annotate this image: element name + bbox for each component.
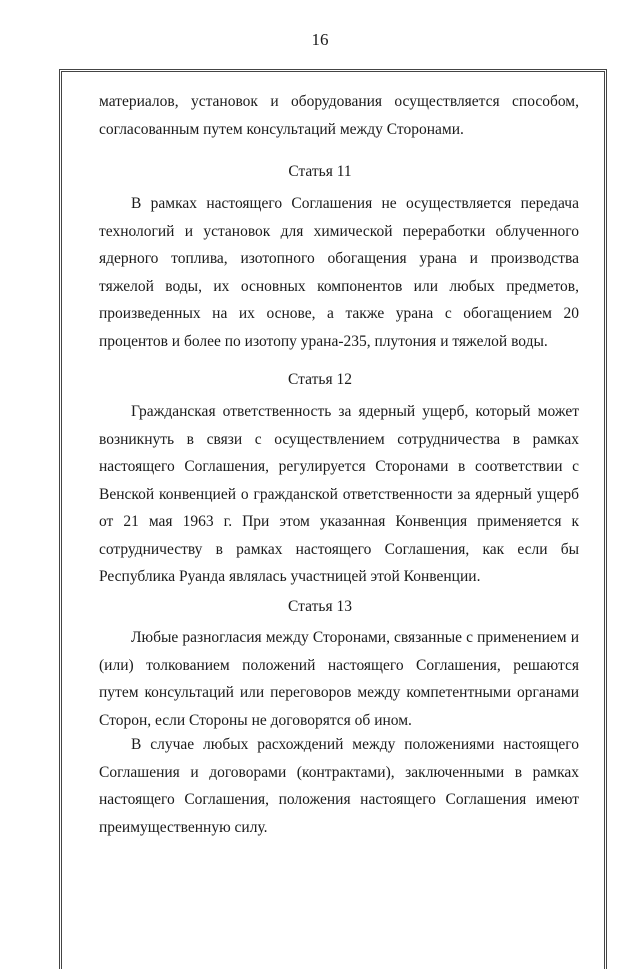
intro-paragraph: материалов, установок и оборудования осуществляется способом, согласованным путем консультаций между Сторонами.	[99, 93, 579, 138]
page-number: 16	[311, 30, 329, 49]
article-13-paragraph-1: Любые разногласия между Сторонами, связанные с применением и (или) толкованием положений настоящего Соглашения, решаются путем консультаций или переговоров между компетентными органами Сторон, если Стороны не договорятся об ином.	[99, 629, 579, 729]
article-11-heading: Статья 11	[288, 163, 352, 180]
article-13-paragraph-2: В случае любых расхождений между положениями настоящего Соглашения и договорами (контрактами), заключенными в рамках настоящего Соглашения, положения настоящего Соглашения имеют преимущественную силу.	[99, 736, 579, 836]
article-11-paragraph: В рамках настоящего Соглашения не осуществляется передача технологий и установок для химической переработки облученного ядерного топлива, изотопного обогащения урана и производства тяжелой воды, их основных компонентов или любых предметов, произведенных на их основе, а также урана с обогащением 20 процентов и более по изотопу урана-235, плутония и тяжелой воды.	[99, 195, 579, 350]
article-12-paragraph: Гражданская ответственность за ядерный ущерб, который может возникнуть в связи с осуществлением сотрудничества в рамках настоящего Соглашения, регулируется Сторонами в соответствии с Венской конвенцией о гражданской ответственности за ядерный ущерб от 21 мая 1963 г. При этом указанная Конвенция применяется к сотрудничеству в рамках настоящего Соглашения, как если бы Республика Руанда являлась участницей этой Конвенции.	[99, 403, 579, 585]
article-13-heading: Статья 13	[288, 598, 352, 615]
article-12-heading: Статья 12	[288, 371, 352, 388]
